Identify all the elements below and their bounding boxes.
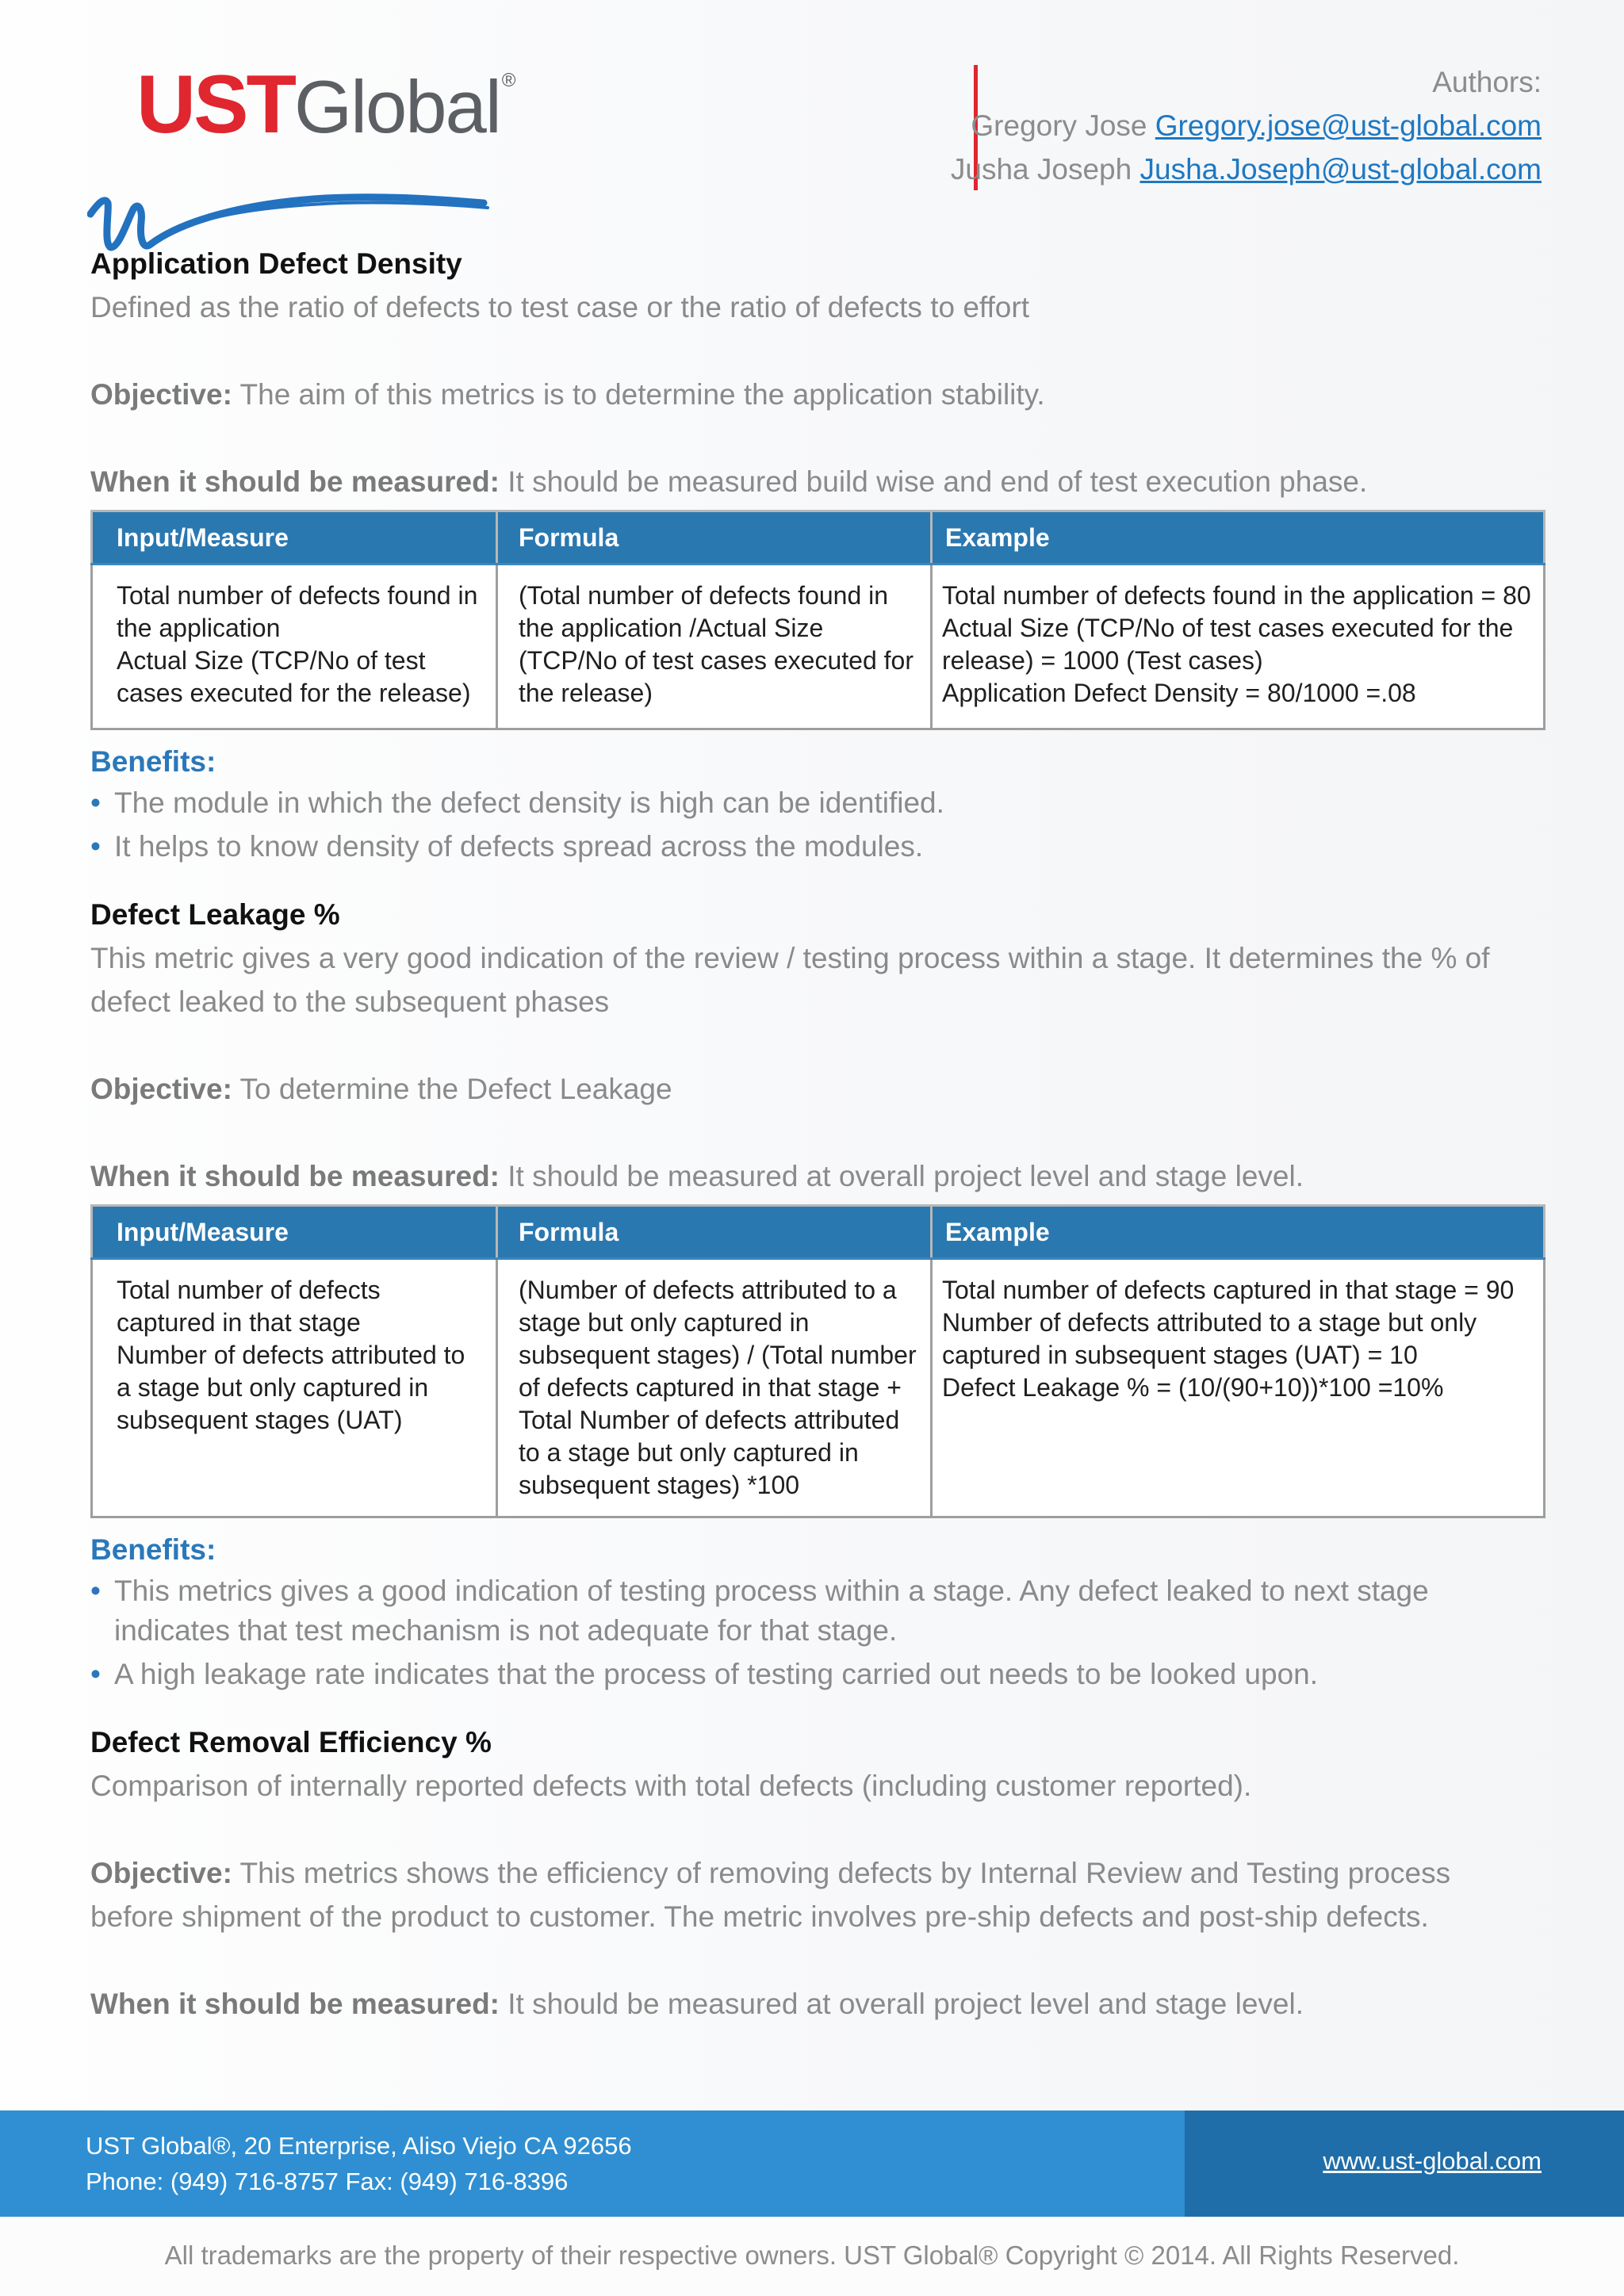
footer-phone: Phone: (949) 716-8757 Fax: (949) 716-8396 [86, 2168, 569, 2195]
formula-cell [497, 1259, 932, 1517]
defect-leakage-table [90, 1204, 1545, 1518]
cell-line: Defect Leakage % = (10/(90+10))*100 =10% [942, 1373, 1444, 1402]
input-cell [92, 1259, 497, 1517]
objective-text: This metrics shows the efficiency of removing defects by Internal Review and Testing process before shipment of the product to customer. The metric involves pre-ship defects and post-ship defects. [90, 1857, 1451, 1933]
logo-registered-mark: ® [501, 70, 516, 91]
when-measured-text: It should be measured build wise and end of test execution phase. [500, 465, 1368, 498]
when-measured-label: When it should be measured: [90, 465, 500, 498]
input-cell [92, 564, 497, 729]
cell-line: Actual Size (TCP/No of test cases executed for the release) [117, 646, 471, 707]
objective-text: The aim of this metrics is to determine the application stability. [232, 378, 1045, 411]
column-header-example: Example [932, 1206, 1545, 1259]
column-header-example: Example [932, 511, 1545, 564]
logo-ust-text: UST [136, 59, 294, 151]
example-cell [932, 564, 1545, 729]
author-row [951, 147, 1542, 191]
benefit-text: A high leakage rate indicates that the process of testing carried out needs to be looked upon. [114, 1658, 1319, 1690]
author-name: Jusha Joseph [950, 153, 1132, 186]
section-title: Defect Leakage % [90, 898, 340, 931]
benefits-title: Benefits: [90, 745, 216, 778]
list-item [90, 1571, 1542, 1651]
authors-label: Authors: [1432, 66, 1542, 98]
benefits-list [90, 1571, 1542, 1694]
authors-block [951, 60, 1542, 191]
author-email-link[interactable]: Gregory.jose@ust-global.com [1155, 109, 1542, 142]
formula-cell [497, 564, 932, 729]
list-item [90, 783, 1542, 823]
when-measured-text: It should be measured at overall project level and stage level. [500, 1988, 1304, 2020]
when-measured-paragraph [90, 1154, 1542, 1198]
cell-line: Total number of defects captured in that stage [117, 1276, 381, 1337]
website-link[interactable]: www.ust-global.com [1323, 2147, 1542, 2175]
cell-line: Total number of defects found in the application = 80 [942, 581, 1531, 610]
table-row [92, 1259, 1545, 1517]
objective-label: Objective: [90, 1073, 232, 1105]
bullet-icon: • [90, 1575, 101, 1607]
objective-paragraph [90, 1067, 1542, 1111]
objective-text: To determine the Defect Leakage [232, 1073, 672, 1105]
list-item [90, 1655, 1542, 1694]
example-cell [932, 1259, 1545, 1517]
objective-label: Objective: [90, 1857, 232, 1889]
objective-paragraph [90, 373, 1542, 416]
when-measured-label: When it should be measured: [90, 1988, 500, 2020]
logo-global-text: Global [294, 65, 500, 148]
bullet-icon: • [90, 1658, 101, 1690]
footer-bar [0, 2110, 1624, 2217]
column-header-formula: Formula [497, 1206, 932, 1259]
cell-line: Actual Size (TCP/No of test cases executed for the release) = 1000 (Test cases) [942, 614, 1514, 675]
cell-line: Number of defects attributed to a stage but only captured in subsequent stages (UAT) [117, 1341, 465, 1434]
section-title: Application Defect Density [90, 247, 462, 280]
objective-paragraph [90, 1851, 1542, 1938]
benefit-text: It helps to know density of defects spread across the modules. [114, 830, 924, 863]
table-header-row [92, 1206, 1545, 1259]
author-name: Gregory Jose [971, 109, 1147, 142]
cell-line: Total number of defects found in the application [117, 581, 478, 642]
footer-address-block [86, 2128, 632, 2199]
footer-address: UST Global®, 20 Enterprise, Aliso Viejo CA 92656 [86, 2132, 632, 2160]
section-definition: Comparison of internally reported defects with total defects (including customer reported). [90, 1770, 1252, 1802]
cell-line: (Total number of defects found in the application /Actual Size (TCP/No of test cases executed for the release) [519, 581, 914, 707]
bullet-icon: • [90, 830, 101, 863]
objective-label: Objective: [90, 378, 232, 411]
column-header-formula: Formula [497, 511, 932, 564]
column-header-input: Input/Measure [92, 511, 497, 564]
table-header-row [92, 511, 1545, 564]
benefits-title: Benefits: [90, 1533, 216, 1566]
table-row [92, 564, 1545, 729]
copyright-notice: All trademarks are the property of their respective owners. UST Global® Copyright © 2014. All Rights Reserved. [164, 2241, 1460, 2270]
section-definition: Defined as the ratio of defects to test case or the ratio of defects to effort [90, 291, 1029, 323]
author-row [951, 104, 1542, 147]
cell-line: (Number of defects attributed to a stage but only captured in subsequent stages) / (Total number of defects captured in that stage + Total Number of defects attributed to a stage but only captured in subsequent stages) *100 [519, 1276, 917, 1499]
cell-line: Application Defect Density = 80/1000 =.08 [942, 679, 1416, 707]
when-measured-label: When it should be measured: [90, 1160, 500, 1192]
benefits-list [90, 783, 1542, 867]
when-measured-paragraph [90, 1982, 1542, 2026]
cell-line: Total number of defects captured in that stage = 90 Number of defects attributed to a stage but only captured in subsequent stages (UAT) = 10 [942, 1276, 1515, 1369]
section-definition: This metric gives a very good indication of the review / testing process within a stage. It determines the % of defect leaked to the subsequent phases [90, 942, 1490, 1018]
author-email-link[interactable]: Jusha.Joseph@ust-global.com [1139, 153, 1542, 186]
benefit-text: The module in which the defect density is high can be identified. [114, 786, 944, 819]
footer-left-panel [0, 2110, 1185, 2217]
benefit-text: This metrics gives a good indication of testing process within a stage. Any defect leaked to next stage indicates that test mechanism is not adequate for that stage. [114, 1575, 1429, 1647]
main-content [90, 242, 1542, 2026]
bullet-icon: • [90, 786, 101, 819]
when-measured-text: It should be measured at overall project level and stage level. [500, 1160, 1304, 1192]
column-header-input: Input/Measure [92, 1206, 497, 1259]
ust-global-logo [87, 59, 531, 222]
when-measured-paragraph [90, 460, 1542, 503]
defect-density-table [90, 510, 1545, 730]
section-title: Defect Removal Efficiency % [90, 1726, 492, 1758]
list-item [90, 827, 1542, 867]
